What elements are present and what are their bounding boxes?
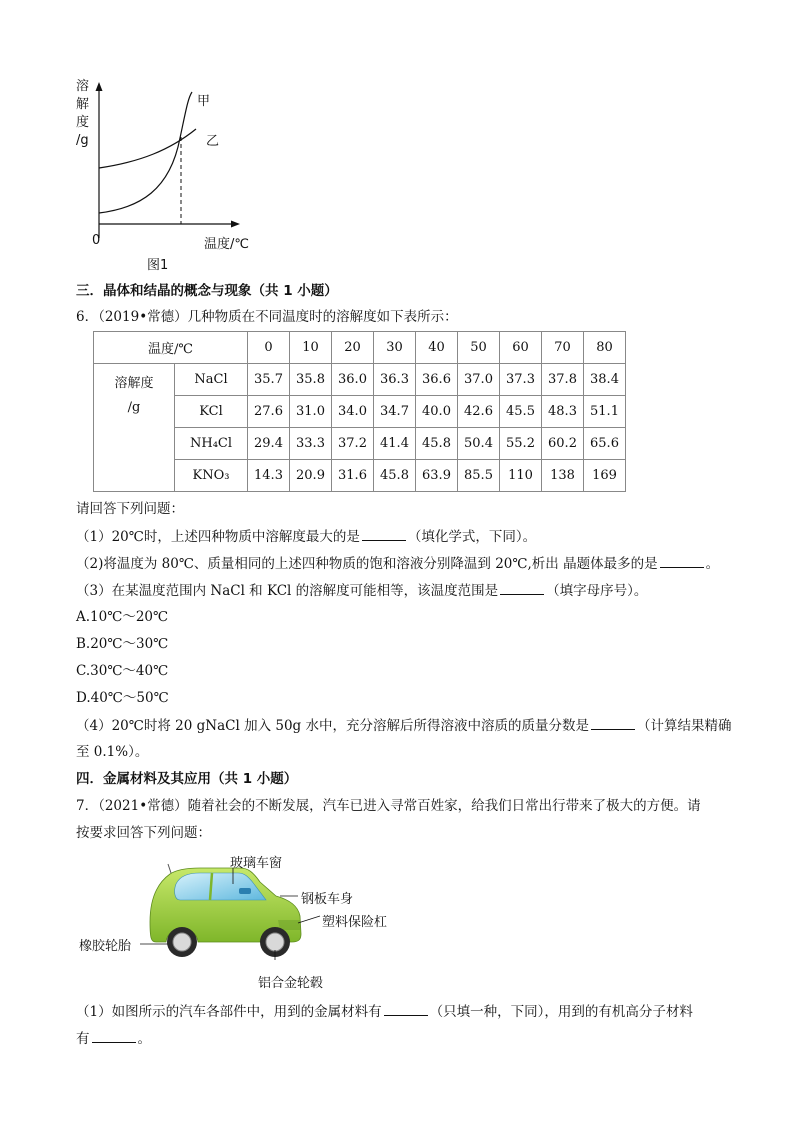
answer-blank[interactable] <box>660 554 704 568</box>
question6-text: 几种物质在不同温度时的溶解度如下表所示： <box>187 309 458 325</box>
q7-sub1-mid: （只填一种，下同），用到的有机高分子材料 <box>429 1004 693 1020</box>
sub4-text: （4）20℃时将 20 gNaCl 加入 50g 水中，充分溶解后所得溶液中溶质的质量分数是 <box>76 718 589 734</box>
x-axis-label: 温度/℃ <box>204 237 249 252</box>
value-cell: 50.4 <box>458 428 500 460</box>
value-cell: 34.7 <box>374 396 416 428</box>
substance-name: KNO₃ <box>175 460 248 492</box>
question7-text: 随着社会的不断发展，汽车已进入寻常百姓家，给我们日常出行带来了极大的方便。请 <box>187 798 701 814</box>
value-cell: 40.0 <box>416 396 458 428</box>
value-cell: 31.6 <box>332 460 374 492</box>
label-glass-window: 玻璃车窗 <box>230 856 283 871</box>
value-cell: 33.3 <box>290 428 332 460</box>
label-steel-body: 钢板车身 <box>301 892 354 907</box>
answer-blank[interactable] <box>362 527 406 541</box>
car-mirror <box>239 888 251 894</box>
temp-cell: 20 <box>332 332 374 364</box>
temp-cell: 30 <box>374 332 416 364</box>
question6-stem <box>76 308 458 326</box>
sub3-text: （3）在某温度范围内 NaCl 和 KCl 的溶解度可能相等，该温度范围是 <box>76 583 499 599</box>
substance-name: NaCl <box>175 364 248 396</box>
value-cell: 55.2 <box>500 428 542 460</box>
option-d: D.40℃～50℃ <box>76 690 169 706</box>
solubility-row-label <box>94 364 175 492</box>
value-cell: 45.8 <box>416 428 458 460</box>
answer-blank[interactable] <box>384 1002 428 1016</box>
value-cell: 35.7 <box>248 364 290 396</box>
value-cell: 51.1 <box>584 396 626 428</box>
question6-prompt: 请回答下列问题： <box>76 501 184 517</box>
option-b: B.20℃～30℃ <box>76 636 169 652</box>
temp-cell: 80 <box>584 332 626 364</box>
q7-sub1-end: 。 <box>137 1031 151 1047</box>
question7-source: （2021•常德） <box>98 798 188 814</box>
curve-jia-label: 甲 <box>197 94 211 109</box>
sub4-suffix: （计算结果精确 <box>636 718 732 734</box>
question6-sub4-cont: 至 0.1%）。 <box>76 744 149 760</box>
temp-cell: 10 <box>290 332 332 364</box>
curve-jia <box>99 92 192 213</box>
value-cell: 169 <box>584 460 626 492</box>
x-axis-arrow <box>231 221 240 228</box>
answer-blank[interactable] <box>92 1029 136 1043</box>
question6-number: 6． <box>76 309 99 325</box>
substance-name: NH₄Cl <box>175 428 248 460</box>
sub2-suffix: 。 <box>705 556 720 572</box>
value-cell: 45.8 <box>374 460 416 492</box>
label-rubber-tire: 橡胶轮胎 <box>79 939 132 954</box>
origin-label: 0 <box>92 233 101 248</box>
value-cell: 29.4 <box>248 428 290 460</box>
temp-cell: 70 <box>542 332 584 364</box>
y-label-char-2: 解 <box>76 97 90 112</box>
option-a: A.10℃～20℃ <box>76 609 169 625</box>
curve-yi-label: 乙 <box>206 134 220 149</box>
question7-sub1-cont <box>76 1029 151 1048</box>
value-cell: 60.2 <box>542 428 584 460</box>
y-label-char-3: 度 <box>76 115 90 130</box>
value-cell: 20.9 <box>290 460 332 492</box>
rear-wheel-hub <box>173 933 191 951</box>
value-cell: 36.6 <box>416 364 458 396</box>
question7-sub1 <box>76 1002 693 1021</box>
value-cell: 37.0 <box>458 364 500 396</box>
y-axis-arrow <box>96 82 103 91</box>
question7-stem-cont: 按要求回答下列问题： <box>76 825 211 841</box>
question6-sub1 <box>76 527 536 546</box>
car-antenna <box>168 864 171 873</box>
value-cell: 45.5 <box>500 396 542 428</box>
answer-blank[interactable] <box>500 581 544 595</box>
temp-cell: 40 <box>416 332 458 364</box>
y-label-char-1: 溶 <box>76 79 90 94</box>
value-cell: 85.5 <box>458 460 500 492</box>
row-label-line-1: 溶解度 <box>114 376 154 391</box>
sub2-text: （2)将温度为 80℃、质量相同的上述四种物质的饱和溶液分别降温到 20℃,析出 晶题体最多的是 <box>76 556 658 572</box>
value-cell: 37.2 <box>332 428 374 460</box>
value-cell: 34.0 <box>332 396 374 428</box>
question6-source: （2019•常德） <box>98 309 188 325</box>
sub1-suffix: （填化学式，下同）。 <box>407 529 537 545</box>
value-cell: 31.0 <box>290 396 332 428</box>
label-plastic-bumper: 塑料保险杠 <box>322 915 388 930</box>
question7-number: 7． <box>76 798 99 814</box>
temp-cell: 50 <box>458 332 500 364</box>
value-cell: 37.8 <box>542 364 584 396</box>
answer-blank[interactable] <box>591 716 635 730</box>
value-cell: 110 <box>500 460 542 492</box>
value-cell: 36.3 <box>374 364 416 396</box>
table-header-row <box>94 332 626 364</box>
value-cell: 37.3 <box>500 364 542 396</box>
front-wheel-hub <box>266 933 284 951</box>
value-cell: 63.9 <box>416 460 458 492</box>
curve-yi <box>99 129 196 168</box>
section3-heading: 三．晶体和结晶的概念与现象（共 1 小题） <box>76 283 338 299</box>
value-cell: 36.0 <box>332 364 374 396</box>
value-cell: 48.3 <box>542 396 584 428</box>
value-cell: 65.6 <box>584 428 626 460</box>
value-cell: 42.6 <box>458 396 500 428</box>
row-label-line-2: /g <box>127 400 141 415</box>
substance-name: KCl <box>175 396 248 428</box>
value-cell: 41.4 <box>374 428 416 460</box>
sub1-text: （1）20℃时，上述四种物质中溶解度最大的是 <box>76 529 360 545</box>
y-label-char-4: /g <box>76 133 89 148</box>
leader-bumper <box>298 916 320 923</box>
question6-sub2 <box>76 554 719 573</box>
q7-sub1-text: （1）如图所示的汽车各部件中，用到的金属材料有 <box>76 1004 382 1020</box>
temp-cell: 60 <box>500 332 542 364</box>
table-row <box>94 364 626 396</box>
question6-sub4 <box>76 716 731 735</box>
option-c: C.30℃～40℃ <box>76 663 169 679</box>
solubility-table <box>93 331 626 492</box>
question7-stem <box>76 797 701 815</box>
car-illustration <box>140 860 330 960</box>
value-cell: 138 <box>542 460 584 492</box>
table-header-label: 温度/℃ <box>94 332 248 364</box>
section4-heading: 四．金属材料及其应用（共 1 小题） <box>76 771 298 787</box>
value-cell: 14.3 <box>248 460 290 492</box>
value-cell: 27.6 <box>248 396 290 428</box>
value-cell: 38.4 <box>584 364 626 396</box>
value-cell: 35.8 <box>290 364 332 396</box>
q7-sub1-cont-text: 有 <box>76 1031 90 1047</box>
sub3-suffix: （填字母序号）。 <box>546 583 648 599</box>
label-alloy-wheel: 铝合金轮毂 <box>258 976 324 991</box>
figure-caption: 图1 <box>147 258 169 273</box>
temp-cell: 0 <box>248 332 290 364</box>
question6-sub3 <box>76 581 647 600</box>
